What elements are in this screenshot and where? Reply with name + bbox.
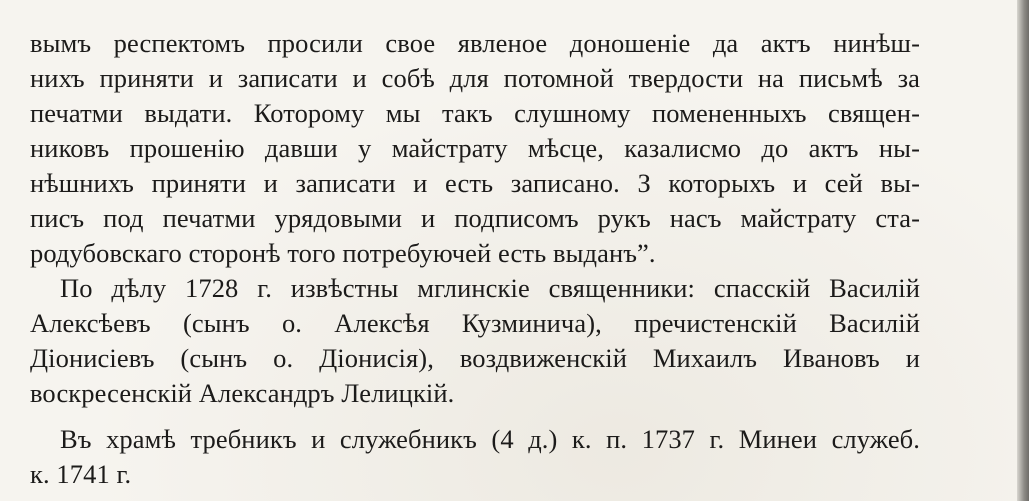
text-line: нихъ приняти и записати и собѣ для потомной твердости на письмѣ за (30, 63, 920, 93)
text-line: печатми выдати. Которому мы такъ слушному помененныхъ священ- (30, 98, 920, 128)
text-line: к. 1741 г. (30, 459, 132, 489)
text-line: никовъ прошенію давши у майстрату мѣсце, казалисмо до актъ ны- (30, 133, 920, 163)
text-line: родубовскаго сторонѣ того потребуючей есть выданъ”. (30, 238, 656, 268)
text-line: Въ храмѣ требникъ и служебникъ (4 д.) к. п. 1737 г. Минеи служеб. (60, 424, 920, 454)
text-line: По дѣлу 1728 г. извѣстны мглинскіе священники: спасскій Василій (60, 273, 920, 303)
text-line: Діонисіевъ (сынъ о. Діонисія), воздвиженскій Михаилъ Ивановъ и (30, 343, 920, 373)
text-line: вымъ респектомъ просили свое явленое доношеніе да актъ нинѣш- (30, 28, 920, 58)
text-line: нѣшнихъ приняти и записати и есть записано. З которыхъ и сей вы- (30, 168, 920, 198)
text-line: писъ под печатми урядовыми и подписомъ рукъ насъ майстрату ста- (30, 203, 920, 233)
page-edge-shadow (1017, 0, 1029, 501)
text-line: Алексѣевъ (сынъ о. Алексѣя Кузминича), пречистенскій Василій (30, 308, 920, 338)
text-line: воскресенскій Александръ Лелицкій. (30, 378, 455, 408)
document-text (30, 26, 920, 492)
